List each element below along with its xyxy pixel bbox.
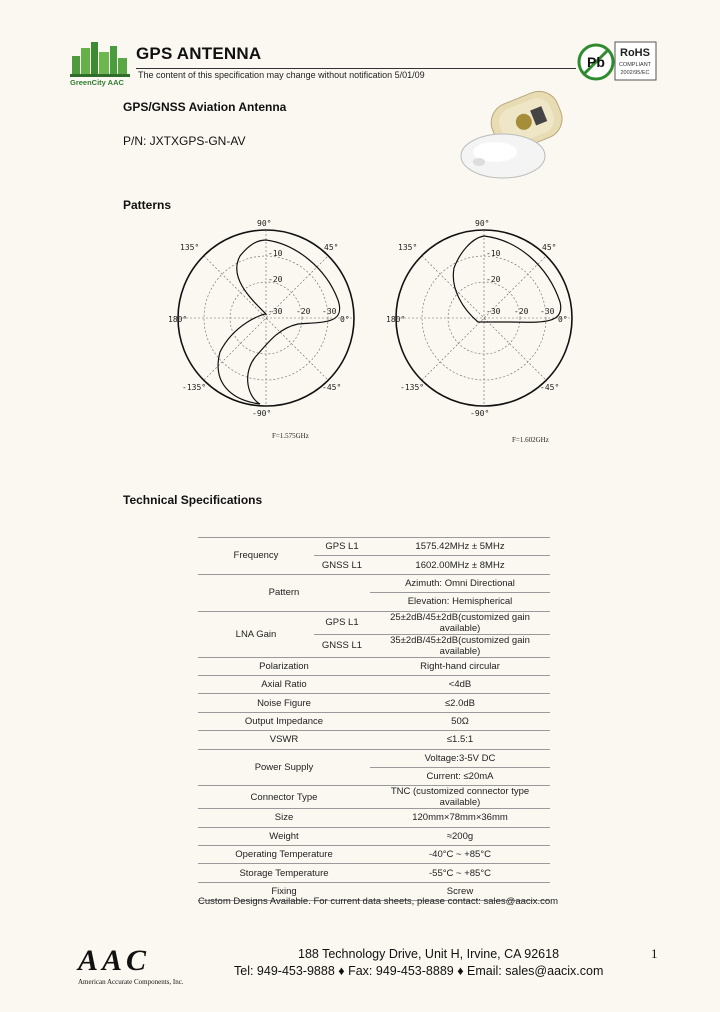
header-rule [136,68,576,69]
spec-label: LNA Gain [198,611,314,657]
spec-label: Noise Figure [198,694,370,712]
rohs-directive: 2002/95/EC [620,70,650,76]
spec-label: Fixing [198,882,370,900]
spec-value: 50Ω [370,712,550,730]
spec-label: Operating Temperature [198,846,370,864]
spec-value: 1575.42MHz ± 5MHz [370,538,550,556]
plot2-angle-m90: -90° [470,409,490,418]
spec-value: 1602.00MHz ± 8MHz [370,556,550,574]
plot1-ring-30b: -30 [322,307,337,316]
spec-value: Right-hand circular [370,657,550,675]
greencity-logo [68,38,134,88]
plot2-angle-90: 90° [475,219,490,228]
aac-company: American Accurate Components, Inc. [78,978,184,986]
part-number: P/N: JXTXGPS-GN-AV [123,134,246,148]
footer-contact: Tel: 949-453-9888 ♦ Fax: 949-453-8889 ♦ Email: sales@aacix.com [234,964,604,978]
rohs-badge [576,40,660,82]
spec-label: Power Supply [198,749,370,786]
aac-logo [76,942,216,988]
plot2-angle-m135: -135° [400,383,425,392]
plot2-angle-0: 0° [558,315,568,324]
spec-label: Pattern [198,574,370,611]
spec-sublabel: GPS L1 [314,611,370,634]
plot2-caption: F=1.602GHz [512,436,549,444]
spec-value: 35±2dB/45±2dB(customized gain available) [370,634,550,657]
table-row [198,694,550,712]
spec-value: 120mm×78mm×36mm [370,809,550,827]
rohs-compliant: COMPLIANT [618,62,652,68]
spec-label: Connector Type [198,786,370,809]
spec-value: Screw [370,882,550,900]
spec-sublabel: GPS L1 [314,538,370,556]
plot2-ring-30b: -30 [540,307,555,316]
plot2-ring-30: -30 [486,307,501,316]
spec-label: Polarization [198,657,370,675]
page-number: 1 [651,946,658,961]
table-row [198,712,550,730]
spec-label: Weight [198,827,370,845]
plot1-ring-10: -10 [268,249,283,258]
antenna-photo [455,90,580,190]
spec-value: <4dB [370,675,550,693]
footer-address: 188 Technology Drive, Unit H, Irvine, CA 92618 [298,947,560,961]
spec-value: 25±2dB/45±2dB(customized gain available) [370,611,550,634]
table-row [198,786,550,809]
spec-value: ≤1.5:1 [370,731,550,749]
spec-value: ≈200g [370,827,550,845]
pattern-plot-1575 [168,219,354,418]
plot2-angle-180: 180° [386,315,406,324]
table-row [198,731,550,749]
plot2-angle-135: 135° [398,243,418,252]
table-row [198,749,550,767]
spec-sublabel: GNSS L1 [314,556,370,574]
table-row [198,657,550,675]
pb-text: Pb [587,54,605,70]
spec-table [198,537,550,901]
table-row [198,809,550,827]
plot1-angle-m135: -135° [182,383,207,392]
spec-value: Azimuth: Omni Directional [370,574,550,592]
spec-value: -55°C ~ +85°C [370,864,550,882]
plot2-ring-10: -10 [486,249,501,258]
spec-label: Storage Temperature [198,864,370,882]
spec-value: -40°C ~ +85°C [370,846,550,864]
plot1-angle-135: 135° [180,243,200,252]
spec-label: Axial Ratio [198,675,370,693]
table-row [198,675,550,693]
logo-text: GreenCity AAC [70,78,124,87]
patterns-heading: Patterns [123,198,172,212]
plot1-angle-m90: -90° [252,409,272,418]
table-row [198,827,550,845]
spec-value: TNC (customized connector type available) [370,786,550,809]
plot1-angle-0: 0° [340,315,350,324]
plot1-ring-20: -20 [268,275,283,284]
table-row [198,864,550,882]
plot1-ring-20b: -20 [296,307,311,316]
spec-value: Elevation: Hemispherical [370,593,550,611]
spec-sublabel: GNSS L1 [314,634,370,657]
table-row [198,611,550,634]
radiation-patterns [160,212,580,452]
aac-logo-text: AAC [78,944,151,977]
spec-value: Voltage:3-5V DC [370,749,550,767]
plot1-angle-90: 90° [257,219,272,228]
tech-spec-heading: Technical Specifications [123,493,263,507]
spec-label: Size [198,809,370,827]
plot1-angle-45: 45° [324,243,339,252]
plot1-angle-180: 180° [168,315,188,324]
spec-value: ≤2.0dB [370,694,550,712]
spec-label: VSWR [198,731,370,749]
plot2-angle-m45: -45° [540,383,560,392]
table-row [198,538,550,556]
notice-text: The content of this specification may change without notification 5/01/09 [138,70,425,80]
table-row [198,846,550,864]
table-row [198,574,550,592]
product-subtitle: GPS/GNSS Aviation Antenna [123,100,287,114]
plot1-ring-30: -30 [268,307,283,316]
plot2-ring-20b: -20 [514,307,529,316]
spec-label: Output Impedance [198,712,370,730]
plot1-angle-m45: -45° [322,383,342,392]
plot2-angle-45: 45° [542,243,557,252]
pattern-plot-1602 [386,219,572,418]
page-title: GPS ANTENNA [136,44,262,63]
spec-value: Current: ≤20mA [370,767,550,785]
custom-designs-note: Custom Designs Available. For current data sheets, please contact: sales@aacix.com [198,896,559,907]
rohs-label: RoHS [620,47,650,59]
plot1-caption: F=1.575GHz [272,432,309,440]
spec-label: Frequency [198,538,314,575]
plot2-ring-20: -20 [486,275,501,284]
